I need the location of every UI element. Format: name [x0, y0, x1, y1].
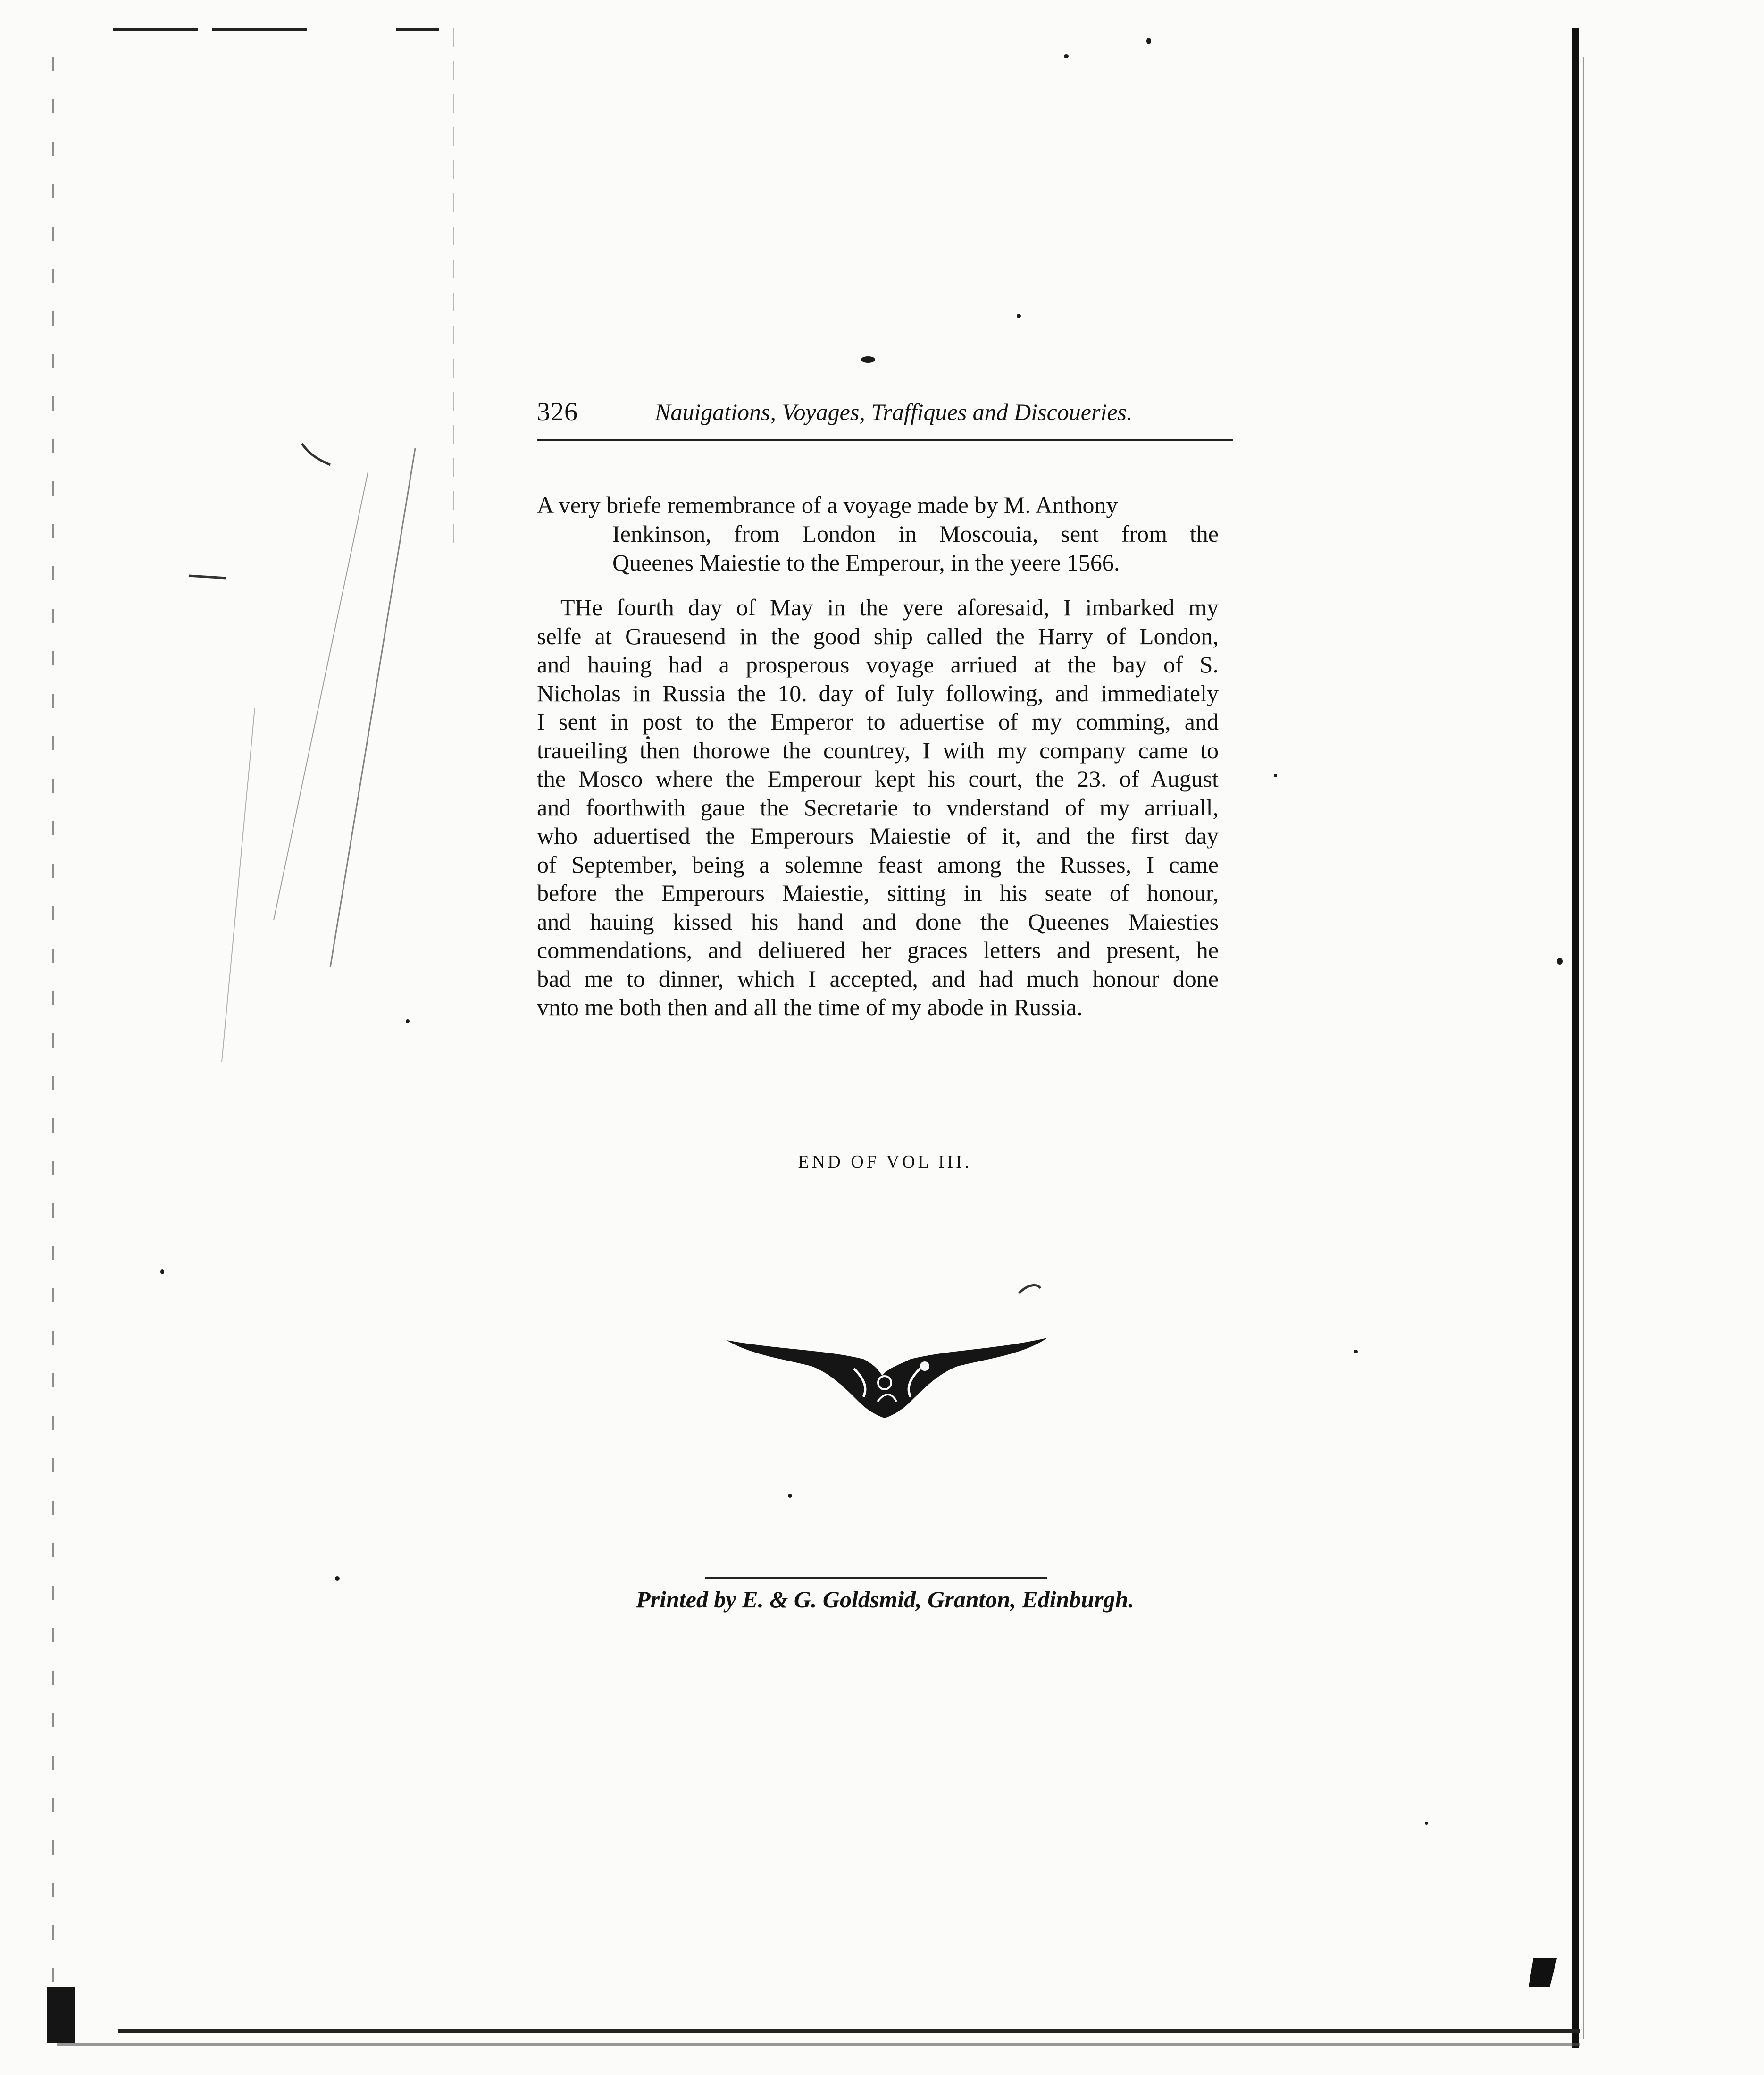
body-line: and foorthwith gaue the Secretarie to vnderstand of my arriuall,	[537, 794, 1219, 821]
running-head	[537, 395, 1233, 438]
body-line: commendations, and deliuered her graces letters and present, he	[537, 937, 1219, 963]
scan-speck	[406, 1019, 410, 1023]
body-line: and hauing kissed his hand and done the Queenes Maiesties	[537, 908, 1219, 935]
scan-speck	[861, 356, 875, 363]
body-paragraph	[537, 593, 1219, 1022]
body-line: the Mosco where the Emperour kept his court, the 23. of August	[537, 765, 1219, 792]
printer-imprint: Printed by E. & G. Goldsmid, Granton, Edinburgh.	[636, 1586, 1134, 1613]
page-number: 326	[537, 397, 578, 427]
body-line: selfe at Grauesend in the good ship called the Harry of London,	[537, 622, 1219, 649]
imprint-rule	[705, 1577, 1047, 1579]
scan-speck	[788, 1494, 792, 1498]
running-title: Nauigations, Voyages, Traffiques and Discoueries.	[655, 399, 1133, 425]
body-line: I sent in post to the Emperor to aduertise of my comming, and	[537, 708, 1219, 735]
article-title-line: A very briefe remembrance of a voyage made by M. Anthony	[537, 492, 1118, 518]
body-line: and hauing had a prosperous voyage arriued at the bay of S.	[537, 651, 1219, 678]
article-title	[537, 491, 1219, 577]
body-line: THe fourth day of May in the yere aforesaid, I imbarked my	[560, 594, 1219, 621]
scan-speck	[1146, 38, 1151, 44]
scan-speck	[1064, 54, 1069, 58]
scan-speck	[1557, 958, 1563, 965]
foliate-tailpiece-icon	[722, 1331, 1052, 1420]
body-line: of September, being a solemne feast among the Russes, I came	[537, 851, 1219, 878]
scan-speck	[1017, 314, 1021, 318]
scan-speck	[1354, 1350, 1358, 1353]
body-line: who aduertised the Emperours Maiestie of it, and the first day	[537, 823, 1219, 849]
scan-speck	[335, 1576, 340, 1581]
scan-speck	[160, 1269, 164, 1274]
end-of-volume-note: END OF VOL III.	[798, 1152, 972, 1172]
article-title-line: Ienkinson, from London in Moscouia, sent from the	[612, 521, 1219, 547]
body-line: bad me to dinner, which I accepted, and had much honour done	[537, 965, 1219, 992]
body-line: Nicholas in Russia the 10. day of Iuly following, and immediately	[537, 680, 1219, 706]
body-line: before the Emperours Maiestie, sitting in his seate of honour,	[537, 880, 1219, 906]
scan-speck	[1274, 774, 1277, 777]
body-line: vnto me both then and all the time of my abode in Russia.	[537, 994, 1083, 1020]
scan-speck	[1425, 1822, 1428, 1825]
article-title-line: Queenes Maiestie to the Emperour, in the yeere 1566.	[612, 549, 1120, 576]
body-line: traueiling then thorowe the countrey, I with my company came to	[537, 737, 1219, 764]
header-rule	[537, 439, 1233, 441]
